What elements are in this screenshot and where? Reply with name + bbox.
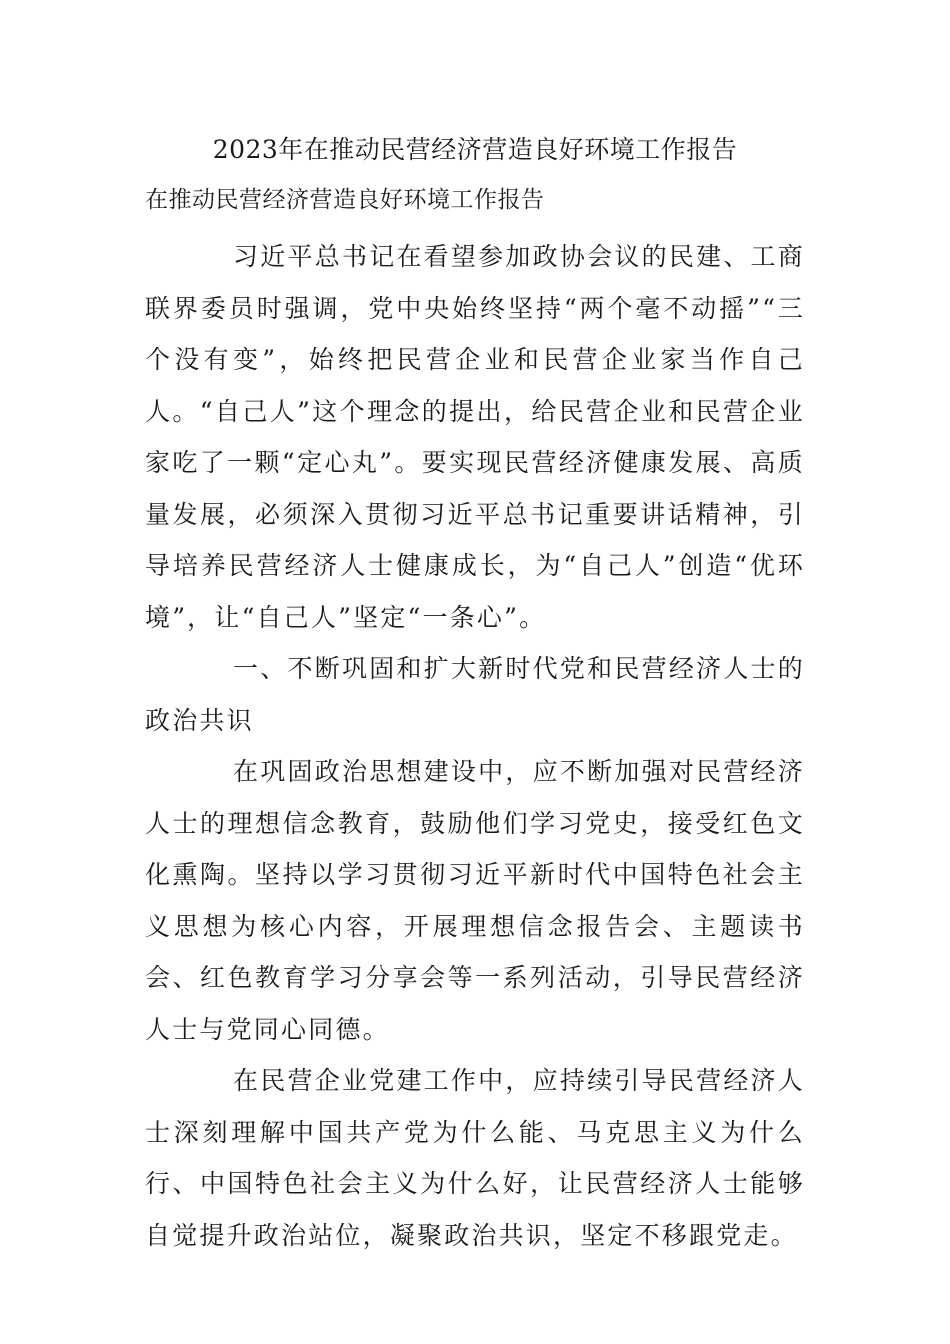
paragraph-intro: 习近平总书记在看望参加政协会议的民建、工商联界委员时强调，党中央始终坚持“两个毫不动摇”“三个没有变”，始终把民营企业和民营企业家当作自己人。“自己人”这个理念的提出，给民营企业和民营企业家吃了一颗“定心丸”。要实现民营经济健康发展、高质量发展，必须深入贯彻习近平总书记重要讲话精神，引导培养民营经济人士健康成长，为“自己人”创造“优环境”，让“自己人”坚定“一条心”。 — [145, 242, 805, 632]
paragraph-party-building: 在民营企业党建工作中，应持续引导民营经济人士深刻理解中国共产党为什么能、马克思主义为什么行、中国特色社会主义为什么好，让民营经济人士能够自觉提升政治站位，凝聚政治共识，坚定不移跟党走。 — [145, 1066, 805, 1250]
document-subtitle: 在推动民营经济营造良好环境工作报告 — [145, 187, 545, 213]
paragraph-political-education: 在巩固政治思想建设中，应不断加强对民营经济人士的理想信念教育，鼓励他们学习党史，接受红色文化熏陶。坚持以学习贯彻习近平新时代中国特色社会主义思想为核心内容，开展理想信念报告会、主题读书会、红色教育学习分享会等一系列活动，引导民营经济人士与党同心同德。 — [145, 757, 805, 1044]
document-title: 2023年在推动民营经济营造良好环境工作报告 — [212, 135, 738, 164]
document-body — [145, 231, 805, 1261]
section-heading-1: 一、不断巩固和扩大新时代党和民营经济人士的政治共识 — [145, 654, 805, 735]
